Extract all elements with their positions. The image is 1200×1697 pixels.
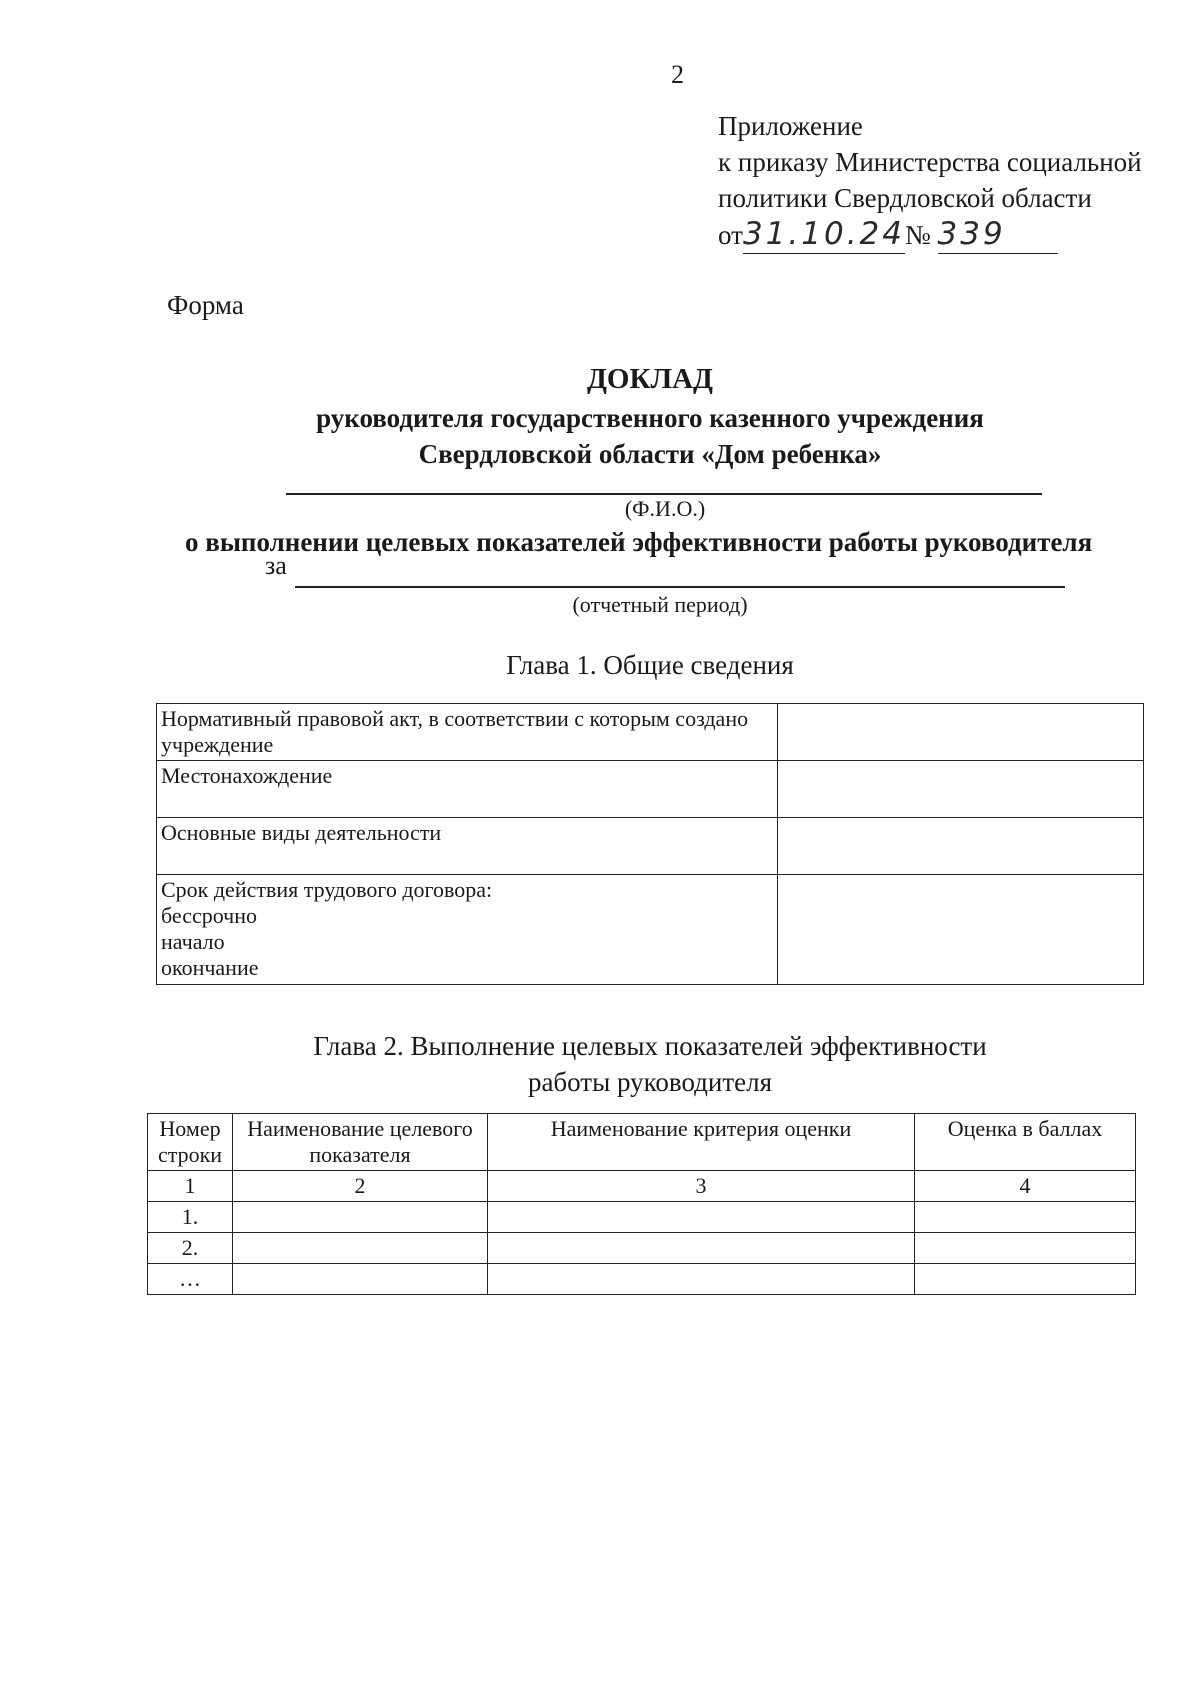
chapter-2-title-line-2: работы руководителя (527, 1067, 773, 1097)
table-cell (233, 1202, 488, 1233)
table-cell (915, 1264, 1136, 1295)
page-number: 2 (671, 60, 684, 89)
fio-line (286, 493, 1042, 495)
table-cell: 1 (148, 1171, 233, 1202)
table-cell: Нормативный правовой акт, в соответствии с которым создано учреждение (157, 704, 778, 761)
subtitle-line-1: руководителя государственного казенного учреждения (316, 403, 984, 433)
contract-term-start: начало (161, 929, 225, 954)
table-cell (488, 1202, 915, 1233)
table-cell (778, 704, 1144, 761)
table-cell (778, 818, 1144, 875)
table-row (148, 1202, 1136, 1233)
indicators-table (147, 1113, 1136, 1295)
table-row (148, 1264, 1136, 1295)
fio-caption: (Ф.И.О.) (624, 496, 706, 521)
header-score: Оценка в баллах (915, 1114, 1136, 1171)
header-indicator-name: Наименование целевого показателя (233, 1114, 488, 1171)
table-header-row (148, 1114, 1136, 1171)
report-purpose: о выполнении целевых показателей эффективности работы руководителя (185, 527, 1093, 557)
general-info-table (156, 703, 1144, 985)
header-row-number: Номер строки (148, 1114, 233, 1171)
form-label: Форма (167, 290, 244, 320)
table-cell (233, 1264, 488, 1295)
appendix-line-1: Приложение (718, 111, 863, 141)
header-criterion-name: Наименование критерия оценки (488, 1114, 915, 1171)
table-cell (778, 875, 1144, 985)
table-row (148, 1233, 1136, 1264)
appendix-line-2: к приказу Министерства социальной (718, 147, 1142, 177)
period-prefix: за (265, 551, 287, 580)
chapter-1-title: Глава 1. Общие сведения (506, 650, 794, 680)
table-cell (915, 1233, 1136, 1264)
table-cell (233, 1233, 488, 1264)
contract-term-indefinite: бессрочно (161, 903, 258, 928)
report-title: ДОКЛАД (586, 363, 714, 395)
order-date: 31.10.24 (742, 216, 905, 252)
table-cell (915, 1202, 1136, 1233)
table-row (157, 704, 1144, 761)
table-cell: 4 (915, 1171, 1136, 1202)
table-cell (778, 761, 1144, 818)
table-cell: Местонахождение (157, 761, 778, 818)
period-line (295, 586, 1065, 588)
period-caption: (отчетный период) (572, 592, 748, 617)
table-cell: 1. (148, 1202, 233, 1233)
table-cell: Основные виды деятельности (157, 818, 778, 875)
table-cell: 2. (148, 1233, 233, 1264)
contract-term-label: Срок действия трудового договора: (161, 877, 493, 902)
table-cell (488, 1264, 915, 1295)
chapter-2-title (0, 1028, 1200, 1100)
number-label: № (905, 220, 931, 250)
from-label: от (718, 220, 743, 250)
order-number: 339 (937, 216, 1006, 252)
table-cell (488, 1233, 915, 1264)
appendix-line-3: политики Свердловской области (718, 183, 1092, 213)
table-row (157, 761, 1144, 818)
table-cell (157, 875, 778, 985)
subtitle-line-2: Свердловской области «Дом ребенка» (418, 439, 882, 469)
table-cell: 3 (488, 1171, 915, 1202)
chapter-2-title-line-1: Глава 2. Выполнение целевых показателей эффективности (313, 1031, 987, 1061)
contract-term-end: окончание (161, 955, 259, 980)
table-index-row (148, 1171, 1136, 1202)
appendix-block (718, 108, 1142, 254)
appendix-date-line (718, 216, 1142, 254)
table-cell: … (148, 1264, 233, 1295)
table-row (157, 875, 1144, 985)
table-row (157, 818, 1144, 875)
table-cell: 2 (233, 1171, 488, 1202)
report-subtitle (0, 400, 1200, 472)
